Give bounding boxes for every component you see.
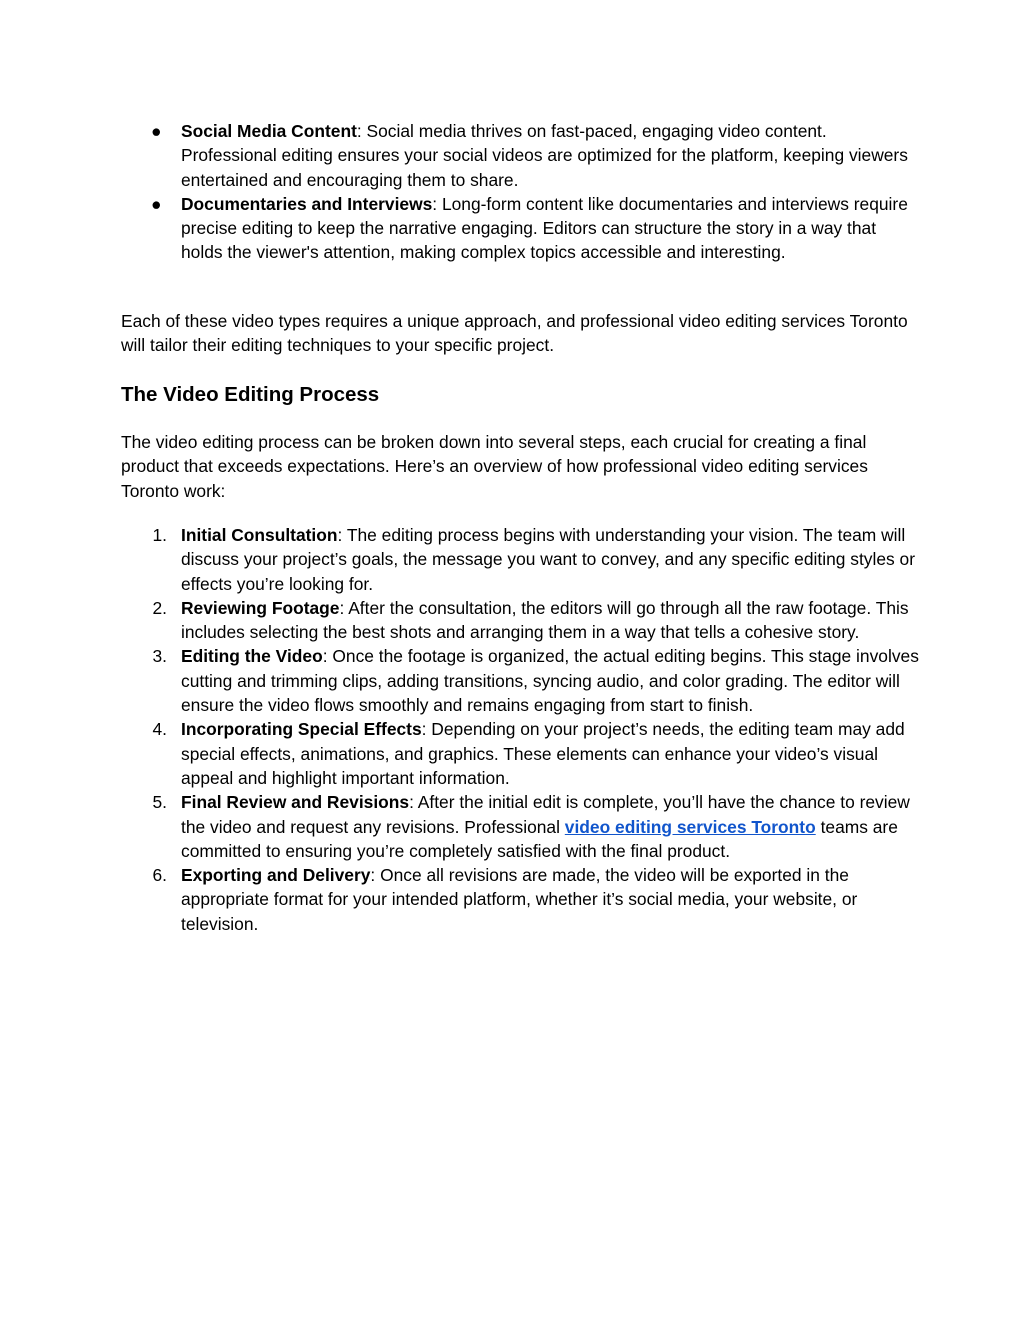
process-steps-list — [121, 523, 921, 936]
bullet-marker: ● — [151, 193, 162, 214]
bullet-item-documentaries — [121, 192, 911, 265]
video-editing-services-link[interactable]: video editing services Toronto — [564, 816, 816, 837]
step-text-before-link: : After the initial edit is complete, you’ll have the chance to review the video and request any revisions. Professional — [181, 792, 910, 837]
step-title: Reviewing Footage — [181, 597, 340, 618]
bullet-item-social-media — [121, 119, 911, 192]
step-item-special-effects — [121, 717, 921, 790]
step-item-reviewing-footage — [121, 596, 921, 645]
step-title: Exporting and Delivery — [181, 865, 371, 886]
bullet-text: : Social media thrives on fast-paced, engaging video content. Professional editing ensures your social videos are optimized for the platform, keeping viewers entertained and encouraging them to share. — [181, 121, 908, 190]
step-text: : Depending on your project’s needs, the editing team may add special effects, animations, and graphics. These elements can enhance your video’s visual appeal and highlight important information. — [181, 719, 905, 788]
video-types-bullet-list — [121, 119, 911, 265]
step-text: : After the consultation, the editors will go through all the raw footage. This includes selecting the best shots and arranging them in a way that tells a cohesive story. — [181, 597, 909, 643]
body-paragraph-process-intro: The video editing process can be broken down into several steps, each crucial for creating a final product that exceeds expectations. Here’s an overview of how professional video editing services Toronto work: — [121, 432, 868, 501]
step-text: : Once the footage is organized, the actual editing begins. This stage involves cutting and trimming clips, adding transitions, syncing audio, and color grading. The editor will ensure the video flows smoothly and remains engaging from start to finish. — [181, 646, 919, 716]
step-item-final-review — [121, 790, 921, 863]
bullet-title: Documentaries and Interviews — [181, 193, 433, 214]
step-text: : The editing process begins with understanding your vision. The team will discuss your project’s goals, the message you want to convey, and any specific editing styles or effects you’re looking for. — [181, 525, 916, 594]
body-paragraph-video-types: Each of these video types requires a unique approach, and professional video editing services Toronto will tailor their editing techniques to your specific project. — [121, 311, 908, 356]
step-number: 3. — [152, 646, 167, 667]
section-heading: The Video Editing Process — [121, 383, 380, 406]
step-title: Editing the Video — [181, 646, 323, 667]
step-item-initial-consultation — [121, 523, 921, 596]
step-number: 2. — [152, 597, 167, 618]
step-text: : Once all revisions are made, the video will be exported in the appropriate format for your intended platform, whether it’s social media, your website, or television. — [181, 865, 858, 934]
step-title: Final Review and Revisions — [181, 792, 410, 813]
step-number: 6. — [152, 865, 167, 886]
step-number: 1. — [152, 525, 167, 545]
step-number: 4. — [152, 719, 167, 740]
bullet-marker: ● — [151, 121, 162, 141]
step-title: Initial Consultation — [181, 525, 338, 545]
bullet-title: Social Media Content — [181, 121, 357, 141]
bullet-text: : Long-form content like documentaries and interviews require precise editing to keep the narrative engaging. Editors can structure the story in a way that holds the viewer's attention, making complex topics accessible and interesting. — [181, 193, 908, 263]
step-text-after-link: teams are committed to ensuring you’re completely satisfied with the final product. — [181, 816, 898, 861]
step-number: 5. — [152, 792, 167, 813]
step-item-editing-video — [121, 644, 921, 717]
step-item-exporting-delivery — [121, 863, 921, 936]
step-title: Incorporating Special Effects — [181, 719, 422, 740]
